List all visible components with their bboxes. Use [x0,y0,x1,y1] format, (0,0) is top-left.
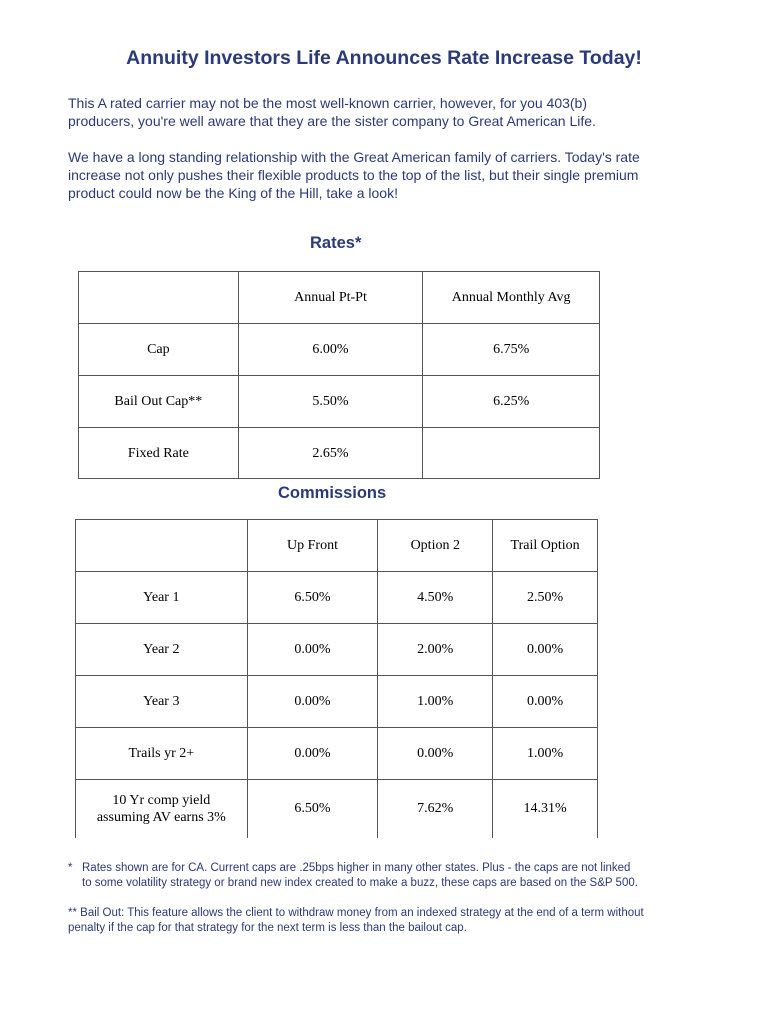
relationship-line-1: We have a long standing relationship with the Great American family of carriers. Today's rate [68,149,640,165]
table-row [76,624,598,676]
commissions-header-option2: Option 2 [378,520,493,572]
bailout-text-1: Bail Out: This feature allows the client to withdraw money from an indexed strategy at the end of a term without [76,907,644,919]
rates-header-monthly: Annual Monthly Avg [423,272,600,324]
footnote-marker: * [68,862,73,874]
commissions-header-upfront: Up Front [247,520,378,572]
cell-value: 0.00% [247,728,378,780]
rates-footnote-line-2: to some volatility strategy or brand new index created to make a buzz, these caps are based on the S&P 500. [82,877,638,889]
cell-value: 0.00% [247,676,378,728]
table-row [76,572,598,624]
cell-value [423,428,600,479]
cell-value: 2.65% [238,428,423,479]
cell-value: 1.00% [493,728,598,780]
cell-value: 2.00% [378,624,493,676]
intro-paragraph [68,94,698,130]
bailout-footnote-line-2: penalty if the cap for that strategy for the next term is less than the bailout cap. [68,922,467,934]
rates-footnote-line-1: Rates shown are for CA. Current caps are .25bps higher in many other states. Plus - the caps are not linked [82,862,631,874]
intro-line-1: This A rated carrier may not be the most well-known carrier, however, for you 403(b) [68,95,588,111]
rates-heading: Rates* [310,234,362,252]
cell-value: 14.31% [493,780,598,838]
row-label: Year 1 [76,572,248,624]
table-row [76,780,598,838]
relationship-line-3: product could now be the King of the Hill, take a look! [68,185,398,201]
bailout-footnote-line-1 [68,906,728,921]
relationship-line-2: increase not only pushes their flexible products to the top of the list, but their single premium [68,167,639,183]
commissions-header-trail: Trail Option [493,520,598,572]
rates-header-pt: Annual Pt-Pt [238,272,423,324]
footnote-marker: ** [68,907,77,919]
cell-value: 1.00% [378,676,493,728]
row-label: Fixed Rate [79,428,239,479]
bailout-footnote [68,906,728,936]
cell-value: 6.25% [423,376,600,428]
commissions-header-row [76,520,598,572]
row-label-line-1: 10 Yr comp yield [112,792,211,808]
cell-value: 0.00% [247,624,378,676]
intro-line-2: producers, you're well aware that they are the sister company to Great American Life. [68,113,596,129]
rates-header-row [79,272,600,324]
commissions-header-blank [76,520,248,572]
cell-value: 0.00% [378,728,493,780]
rates-footnote [68,861,722,891]
cell-value: 6.50% [247,780,378,838]
row-label [76,780,248,838]
table-row [76,676,598,728]
relationship-paragraph [68,148,698,202]
row-label: Trails yr 2+ [76,728,248,780]
cell-value: 0.00% [493,676,598,728]
cell-value: 4.50% [378,572,493,624]
row-label: Year 2 [76,624,248,676]
row-label-line-2: assuming AV earns 3% [96,809,226,825]
cell-value: 5.50% [238,376,423,428]
commissions-table [75,519,598,838]
row-label: Cap [79,324,239,376]
row-label: Year 3 [76,676,248,728]
cell-value: 2.50% [493,572,598,624]
rates-table [78,271,600,479]
commissions-heading: Commissions [278,484,387,502]
page-title: Annuity Investors Life Announces Rate Increase Today! [126,47,642,69]
cell-value: 6.50% [247,572,378,624]
cell-value: 6.75% [423,324,600,376]
rates-header-blank [79,272,239,324]
table-row [79,428,600,479]
cell-value: 7.62% [378,780,493,838]
cell-value: 0.00% [493,624,598,676]
row-label: Bail Out Cap** [79,376,239,428]
cell-value: 6.00% [238,324,423,376]
table-row [79,324,600,376]
table-row [79,376,600,428]
table-row [76,728,598,780]
